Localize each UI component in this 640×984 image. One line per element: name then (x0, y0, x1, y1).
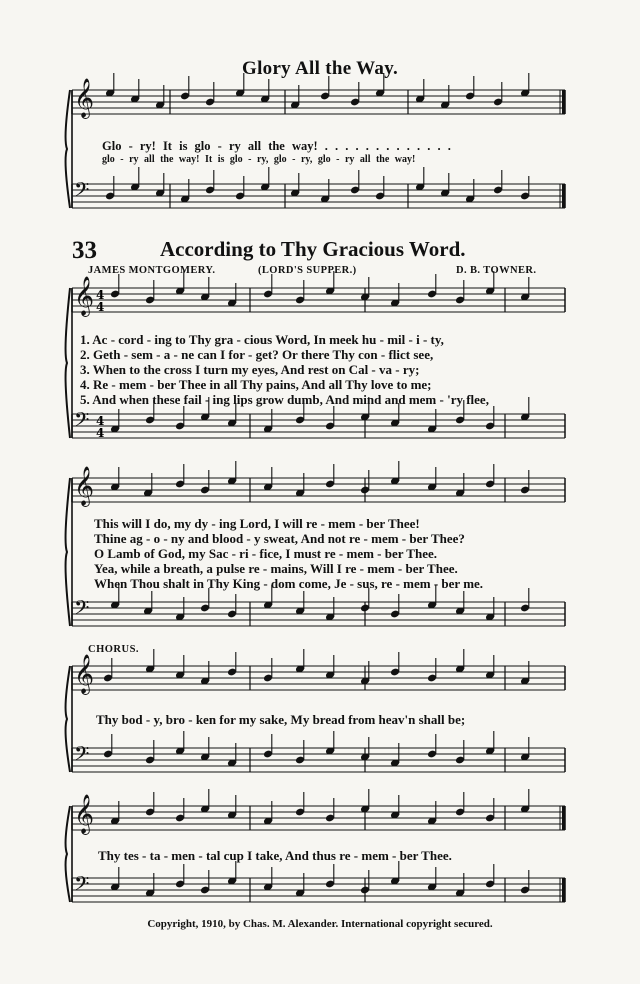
verse-3-line-2: O Lamb of God, my Sac - ri - fice, I must re - mem - ber Thee. (94, 546, 438, 561)
final-barline-thick (562, 878, 565, 902)
verse-5-line-1: 5. And when these fail - ing lips grow dumb, And mind and mem - 'ry flee, (80, 392, 489, 407)
verse-2-line-2: Thine ag - o - ny and blood - y sweat, And not re - mem - ber Thee? (94, 531, 465, 546)
time-signature: 4 (96, 300, 105, 314)
system-4-bass-clef: 𝄢 (74, 742, 90, 770)
final-barline-thick (562, 184, 565, 208)
lyrics-glory-line1: Glo - ry! It is glo - ry all the way! . . . . . . . . . . . . . (102, 139, 451, 153)
final-barline-thick (562, 806, 565, 830)
copyright-notice: Copyright, 1910, by Chas. M. Alexander. International copyright secured. (147, 918, 493, 930)
chorus-line-1: Thy bod - y, bro - ken for my sake, My bread from heav'n shall be; (96, 712, 466, 727)
verse-3-line-1: 3. When to the cross I turn my eyes, And rest on Cal - va - ry; (80, 362, 420, 377)
verse-1-line-1: 1. Ac - cord - ing to Thy gra - cious Word, In meek hu - mil - i - ty, (80, 332, 444, 347)
system-3-treble-clef: 𝄞 (74, 466, 95, 506)
system-5-brace (66, 806, 70, 902)
system-3-brace (66, 478, 70, 626)
chorus-label: CHORUS. (88, 644, 140, 655)
author-credit: JAMES MONTGOMERY. (88, 265, 216, 276)
verse-4-line-1: 4. Re - mem - ber Thee in all Thy pains, And all Thy love to me; (80, 377, 432, 392)
time-signature: 4 (96, 426, 105, 440)
system-1-treble-clef: 𝄞 (74, 78, 95, 118)
time-signature: 4 (96, 414, 105, 428)
system-2-bass-clef: 𝄢 (74, 408, 90, 436)
system-4-brace (66, 666, 70, 772)
composer-credit: D. B. TOWNER. (456, 265, 537, 276)
system-1-brace (66, 90, 70, 208)
system-3-bass-clef: 𝄢 (74, 596, 90, 624)
system-2-brace (66, 288, 70, 438)
system-5-treble-clef: 𝄞 (74, 794, 95, 834)
lyrics-glory-line2: glo - ry all the way! It is glo - ry, glo - ry, glo - ry all the way! (102, 154, 416, 165)
system-2-treble-clef: 𝄞 (74, 276, 95, 316)
verse-5-line-2: When Thou shalt in Thy King - dom come, Je - sus, re - mem - ber me. (94, 576, 484, 591)
chorus-line-2: Thy tes - ta - men - tal cup I take, And thus re - mem - ber Thee. (98, 848, 452, 863)
final-barline-thick (562, 90, 565, 114)
verse-4-line-2: Yea, while a breath, a pulse re - mains, Will I re - mem - ber Thee. (94, 561, 458, 576)
hymn-title-according: According to Thy Gracious Word. (160, 237, 466, 261)
hymn-number: 33 (72, 237, 97, 264)
hymn-title-glory: Glory All the Way. (241, 58, 398, 79)
system-5-bass-clef: 𝄢 (74, 872, 90, 900)
verse-2-line-1: 2. Geth - sem - a - ne can I for - get? Or there Thy con - flict see, (80, 347, 434, 362)
time-signature: 4 (96, 288, 105, 302)
tune-name: (LORD'S SUPPER.) (258, 265, 357, 276)
system-4-treble-clef: 𝄞 (74, 654, 95, 694)
system-1-bass-clef: 𝄢 (74, 178, 90, 206)
verse-1-line-2: This will I do, my dy - ing Lord, I will re - mem - ber Thee! (94, 516, 420, 531)
